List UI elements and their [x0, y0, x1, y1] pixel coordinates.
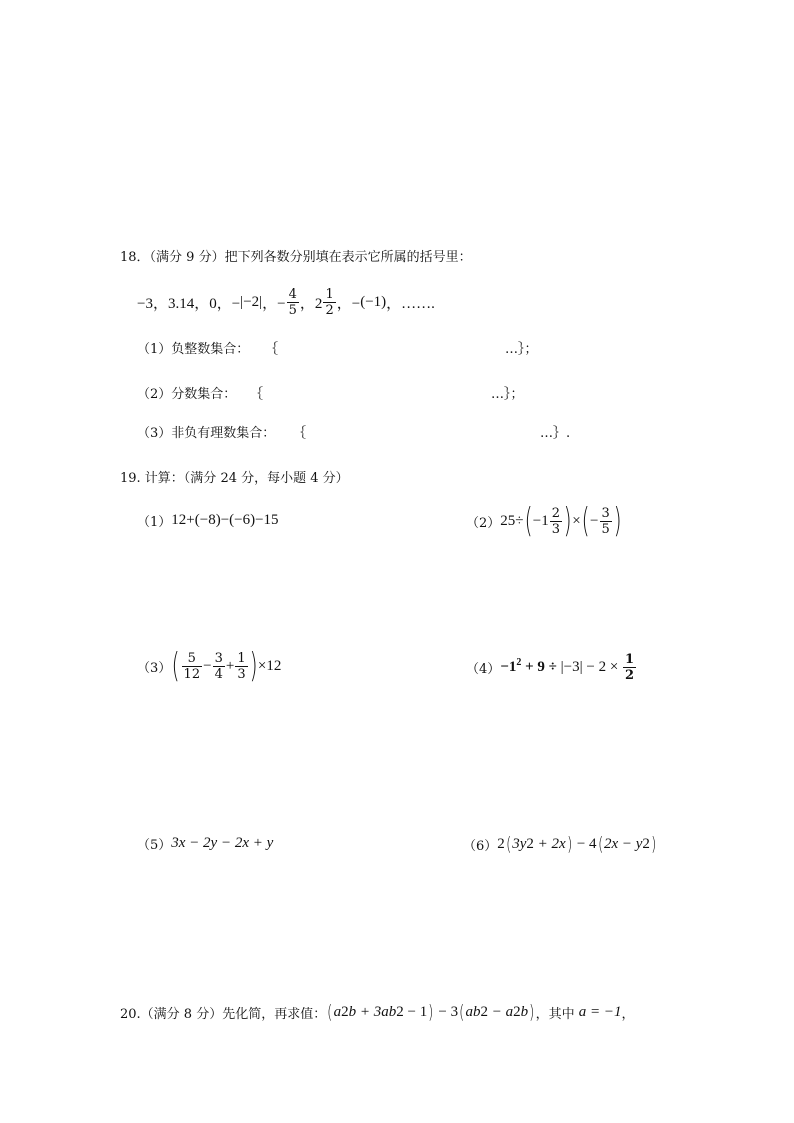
- fraction-one-half-bold: $\frac{1}{2}$: [625, 651, 635, 683]
- paren-right: ): [651, 833, 657, 855]
- q18-numbers-part-e: ，…….: [386, 295, 435, 312]
- q18-numbers-part-a: −3，3.14，0，−: [137, 295, 241, 312]
- fraction-four-fifths: $\frac{4}{5}$: [288, 286, 297, 318]
- fraction-two-thirds: $\frac{2}{3}$: [551, 505, 561, 537]
- q19-p1-label: （1）: [137, 515, 172, 530]
- big-paren-left: (: [581, 501, 590, 541]
- paren-right: ): [428, 1001, 434, 1023]
- q19-problem-3: [137, 645, 281, 687]
- q18-numbers-part-c: ，2: [299, 295, 323, 312]
- q19-p2-part-d: −: [590, 512, 599, 529]
- paren-right: ): [566, 833, 572, 855]
- q18-set-1-label: （1）负整数集合：: [137, 342, 250, 357]
- big-paren-right: ): [249, 646, 258, 686]
- q19-p6-part-b: − 4: [573, 835, 597, 852]
- q20-inner2-a: ab: [465, 1003, 481, 1020]
- q19-problem-4: [466, 648, 637, 686]
- q19-p2-part-c: ×: [572, 512, 581, 529]
- fraction-three-quarters: $\frac{3}{4}$: [214, 650, 223, 682]
- paren-left: (: [597, 833, 603, 855]
- q19-p4-exponent: 2: [516, 656, 522, 668]
- big-paren-left: (: [171, 646, 180, 686]
- q18-set-1-open: ｛: [265, 342, 279, 357]
- q18-set-3-close: …｝.: [540, 426, 571, 441]
- q20-inner1-a: a: [333, 1003, 342, 1020]
- q19-problem-2: [466, 500, 622, 542]
- q18-set-2-close: …｝；: [491, 387, 524, 402]
- q18-number-list: [137, 284, 435, 320]
- q20-condition: a = −1: [578, 1003, 622, 1020]
- fraction-three-fifths: $\frac{3}{5}$: [601, 505, 610, 537]
- q20-inner2-b: − a: [488, 1003, 514, 1020]
- fraction-one-third: $\frac{1}{3}$: [237, 650, 246, 682]
- q19-p3-op2: +: [225, 657, 235, 674]
- q19-p6-inner1-a: 3y: [512, 835, 527, 852]
- q20-title: 20.（满分 8 分）先化简，再求值：: [120, 1006, 327, 1022]
- abs-bar-right: |: [579, 658, 583, 675]
- paren-left: (: [459, 1001, 465, 1023]
- fraction-one-half: $\frac{1}{2}$: [325, 286, 334, 318]
- q18-paren-inner: −1: [365, 293, 382, 310]
- q19-p3-op1: −: [203, 657, 212, 674]
- q19-p4-abs-inner: −3: [563, 658, 580, 675]
- q19-p4-part-a: −1: [500, 658, 517, 675]
- q20-line: 20.（满分 8 分）先化简，再求值： ( a 2 b + 3ab 2 − 1 ) − 3 ( ab 2 − a 2 b ) ，其中 a = −1 ，: [120, 1001, 635, 1023]
- q19-p5-label: （5）: [137, 838, 172, 853]
- q19-p5-expression: 3x − 2y − 2x + y: [171, 835, 274, 851]
- big-paren-right: ): [563, 501, 572, 541]
- q19-p6-inner2: 2x − y: [603, 835, 643, 852]
- abs-bar-left: |: [240, 293, 244, 310]
- paren-left: (: [360, 293, 366, 310]
- q20-middle: − 3: [434, 1003, 459, 1020]
- big-paren-left: (: [524, 501, 533, 541]
- q19-p4-part-b: + 9 ÷: [521, 658, 561, 675]
- q19-p6-inner1-b: + 2x: [533, 835, 566, 852]
- q19-p4-part-c: − 2 ×: [582, 658, 623, 675]
- fraction-five-twelfths: $\frac{5}{12}$: [183, 650, 201, 682]
- q18-set-2-open: ｛: [250, 387, 264, 402]
- q20-inner1-b: b + 3ab: [348, 1003, 397, 1020]
- q19-p4-label: （4）: [466, 661, 501, 677]
- q19-p2-part-b: −1: [532, 512, 549, 529]
- q18-set-3-label: （3）非负有理数集合：: [137, 426, 276, 441]
- q19-p6-label: （6）: [463, 838, 498, 854]
- q20-condition-intro: ，其中: [535, 1006, 579, 1022]
- q19-p2-part-a: 25÷: [500, 512, 524, 529]
- abs-bar-right: |: [259, 293, 263, 310]
- q19-p6-part-a: 2: [497, 835, 505, 852]
- paren-left: (: [327, 1001, 333, 1023]
- q19-p3-tail: ×12: [257, 657, 282, 674]
- q18-abs-inner: −2: [243, 293, 260, 310]
- q18-set-3-open: ｛: [293, 426, 307, 441]
- q18-set-2-label: （2）分数集合：: [137, 387, 237, 402]
- abs-bar-left: |: [560, 658, 564, 675]
- q19-p3-label: （3）: [137, 660, 172, 676]
- q20-inner2-c: b: [520, 1003, 529, 1020]
- q20-inner1-c: − 1: [403, 1003, 428, 1020]
- q19-p1-expression: 12+(−8)−(−6)−15: [171, 512, 279, 528]
- paren-right: ): [381, 293, 387, 310]
- paren-left: (: [505, 833, 512, 855]
- q18-numbers-part-b: ，−: [262, 295, 286, 312]
- q19-problem-5: [137, 834, 273, 853]
- q20-end-comma: ，: [621, 1006, 635, 1022]
- q19-p2-label: （2）: [466, 515, 501, 531]
- q18-title: 18．（满分 9 分）把下列各数分别填在表示它所属的括号里：: [120, 250, 472, 265]
- q19-problem-1: [137, 511, 279, 530]
- q19-title: 19. 计算：（满分 24 分，每小题 4 分）: [120, 471, 349, 486]
- big-paren-right: ): [613, 501, 622, 541]
- q18-set-1-close: …｝；: [505, 342, 538, 357]
- q18-numbers-part-d: ，−: [336, 295, 361, 312]
- q19-problem-6: （6） 2 ( 3y 2 + 2x ) − 4 ( 2x − y 2 ): [463, 833, 657, 855]
- paren-right: ): [529, 1001, 535, 1023]
